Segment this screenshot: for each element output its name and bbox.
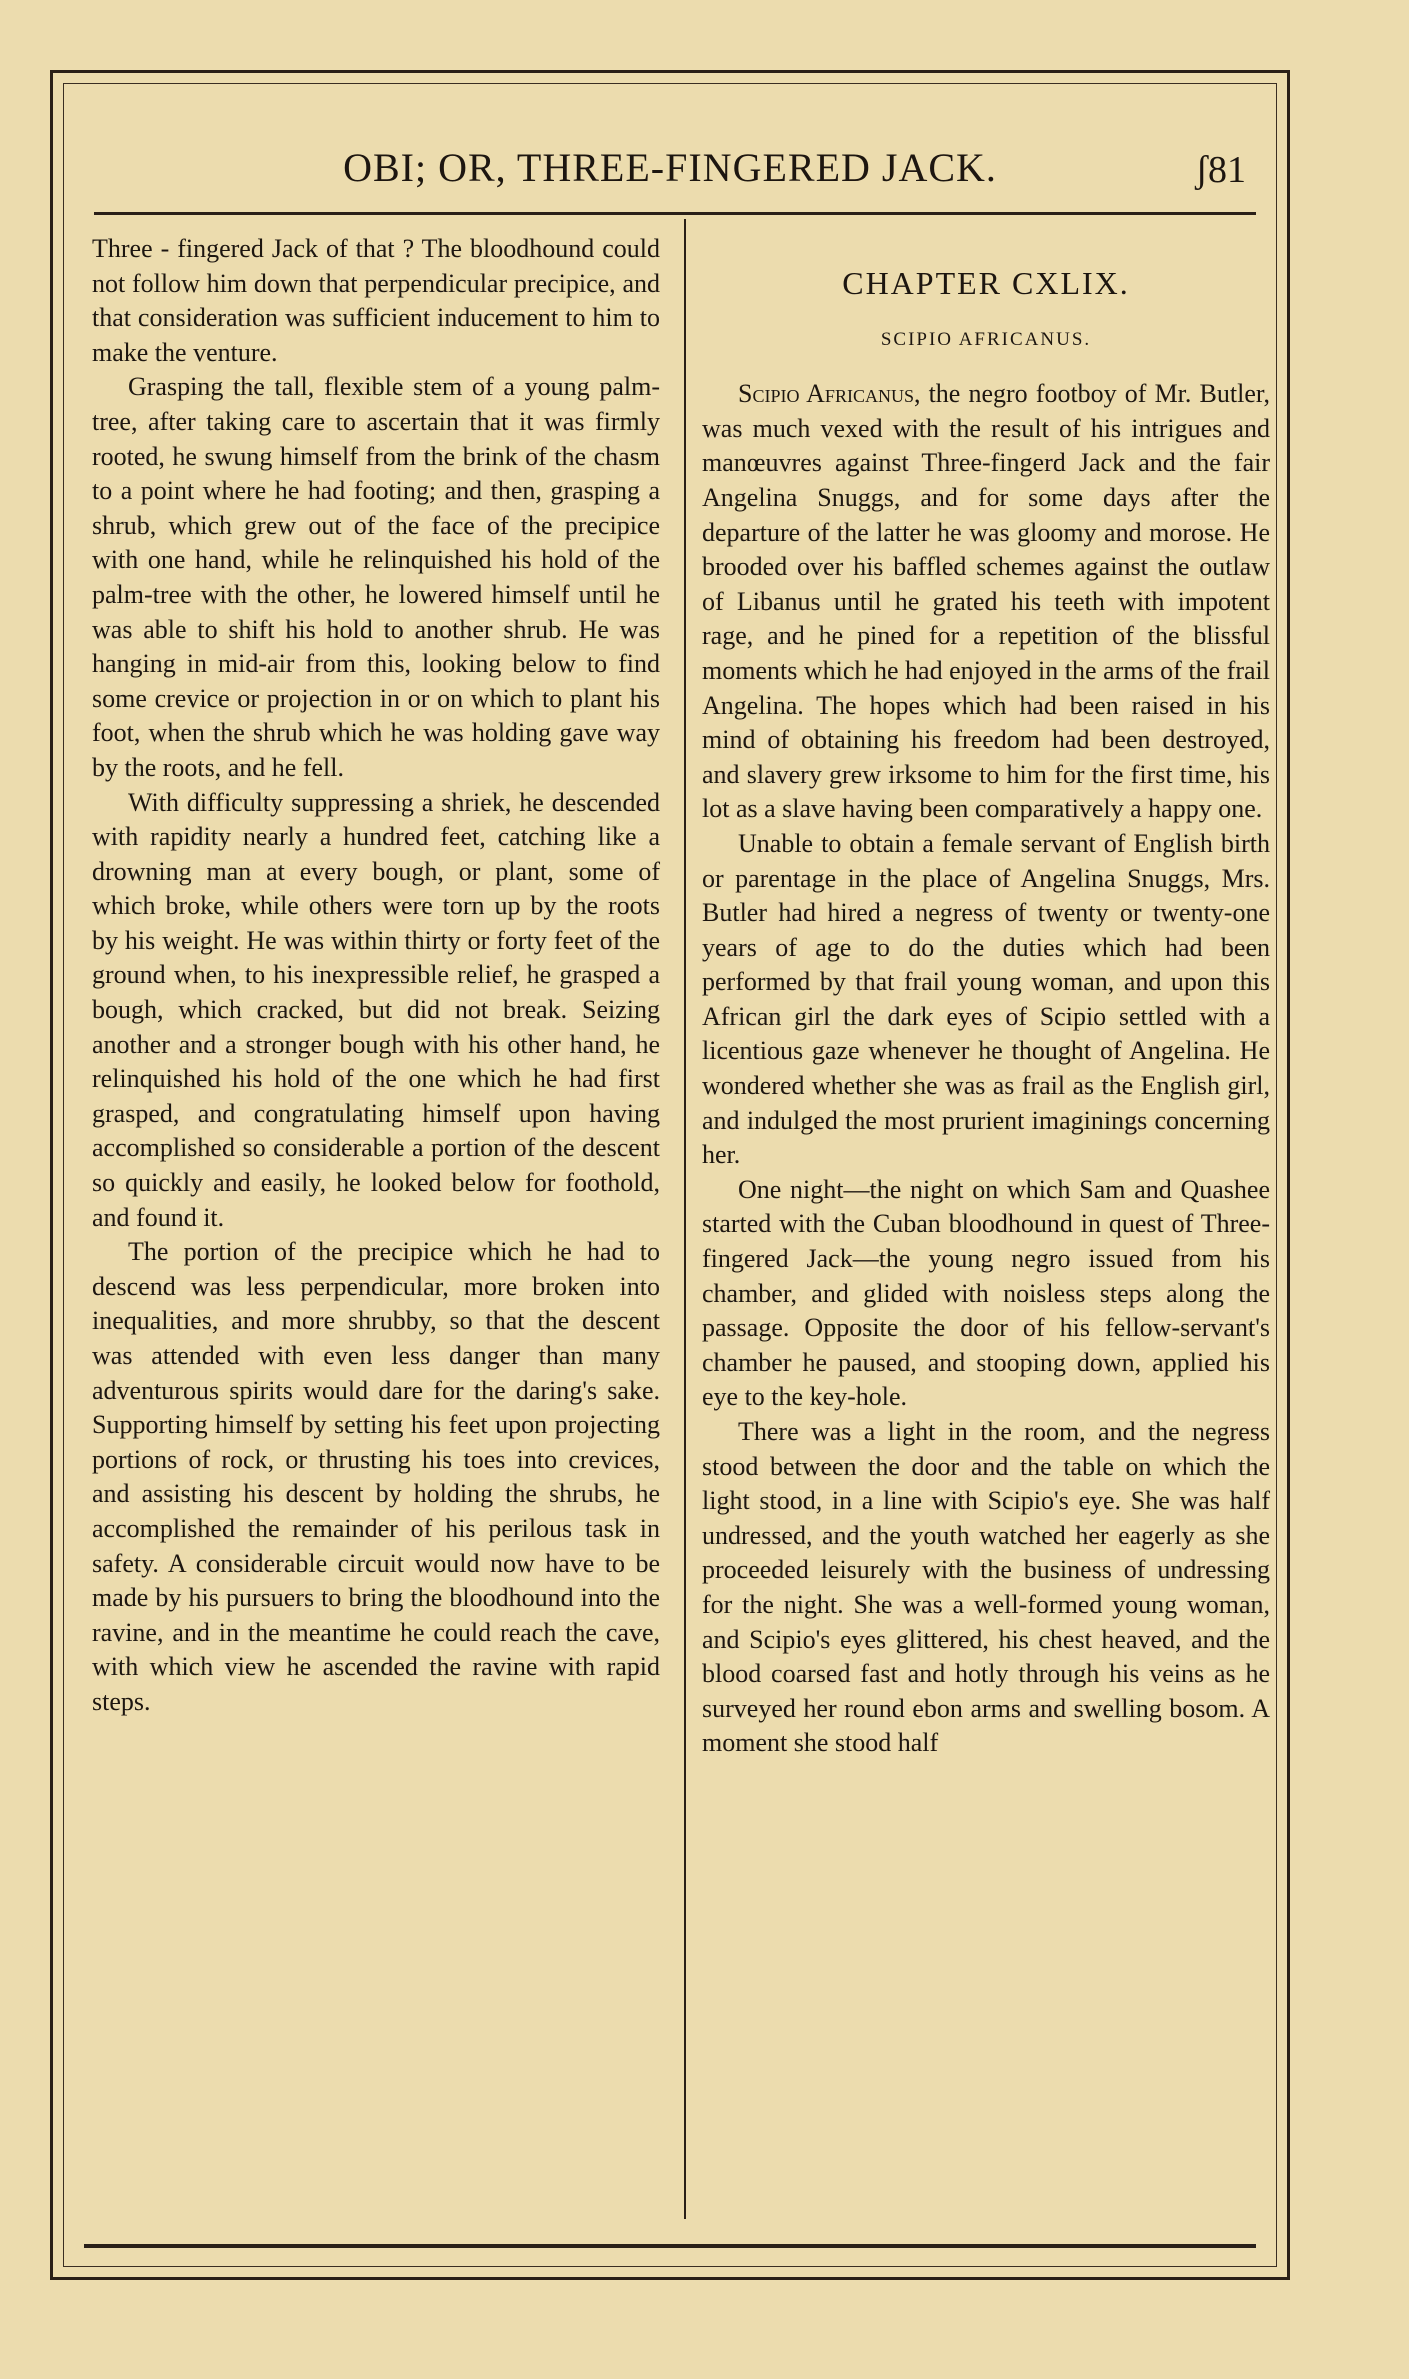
right-column (702, 232, 1270, 1761)
page-frame (50, 70, 1290, 2280)
inner-frame (63, 83, 1277, 2267)
chapter-opening-words: Scipio Africanus, (738, 379, 921, 409)
page-number: ʃ81 (1195, 149, 1246, 191)
left-paragraph-1: Three - fingered Jack of that ? The bloodhound could not follow him down that perpendicular precipice, and that consideration was sufficient inducement to him to make the venture. (92, 234, 660, 367)
right-paragraph-1 (702, 377, 1270, 827)
footer-rule (84, 2244, 1256, 2248)
left-column (92, 232, 660, 1720)
header-rule (94, 212, 1256, 215)
chapter-title: CHAPTER CXLIX. (842, 265, 1130, 301)
right-paragraph-4: There was a light in the room, and the negress stood between the door and the table on which the light stood, in a line with Scipio's eye. She was half undressed, and the youth watched her eagerly as she proceeded leisurely with the business of undressing for the night. She was a well-formed young woman, and Scipio's eyes glittered, his chest heaved, and the blood coarsed fast and hotly through his veins as he surveyed her round ebon arms and swelling bosom. A moment she stood half (702, 1417, 1270, 1758)
running-title: OBI; OR, THREE-FINGERED JACK. (343, 145, 997, 190)
right-paragraph-2: Unable to obtain a female servant of English birth or parentage in the place of Angelina Snuggs, Mrs. Butler had hired a negress of twenty or twenty-one years of age to do the duties which had been performed by that frail young woman, and upon this African girl the dark eyes of Scipio settled with a licentious gaze whenever he thought of Angelina. He wondered whether she was as frail as the English girl, and indulged the most prurient imaginings concerning her. (702, 828, 1270, 1170)
column-divider (684, 219, 686, 2219)
left-paragraph-3: With difficulty suppressing a shriek, he descended with rapidity nearly a hundred feet, catching like a drowning man at every bough, or plant, some of which broke, while others were torn up by the roots by his weight. He was within thirty or forty feet of the ground when, to his inexpressible relief, he grasped a bough, which cracked, but did not break. Seizing another and a stronger bough with his other hand, he relinquished his hold of the one which he had first grasped, and congratulating himself upon having accomplished so considerable a portion of the descent so quickly and easily, he looked below for foothold, and found it. (92, 787, 660, 1232)
left-paragraph-2: Grasping the tall, flexible stem of a young palm-tree, after taking care to ascertain that it was firmly rooted, he swung himself from the brink of the chasm to a point where he had footing; and then, grasping a shrub, which grew out of the face of the precipice with one hand, while he relinquished his hold of the palm-tree with the other, he lowered himself until he was able to shift his hold to another shrub. He was hanging in mid-air from this, looking below to find some crevice or projection in or on which to plant his foot, when the shrub which he was holding gave way by the roots, and he fell. (92, 372, 660, 782)
page-header (64, 134, 1276, 194)
right-paragraph-3: One night—the night on which Sam and Quashee started with the Cuban bloodhound in quest of Three-fingered Jack—the young negro issued from his chamber, and glided with noisless steps along the passage. Opposite the door of his fellow-servant's chamber he paused, and stooping down, applied his eye to the key-hole. (702, 1174, 1270, 1412)
chapter-opening-text: the negro footboy of Mr. Butler, was much vexed with the result of his intrigues and manœuvres against Three-fingerd Jack and the fair Angelina Snuggs, and for some days after the departure of the latter he was gloomy and morose. He brooded over his baffled schemes against the outlaw of Libanus until he grated his teeth with impotent rage, and he pined for a repetition of the blissful moments which he had enjoyed in the arms of the frail Angelina. The hopes which had been raised in his mind of obtaining his freedom had been destroyed, and slavery grew irksome to him for the first time, his lot as a slave having been comparatively a happy one. (702, 379, 1270, 824)
left-paragraph-4: The portion of the precipice which he had to descend was less perpendicular, more broken into inequalities, and more shrubby, so that the descent was attended with even less danger than many adventurous spirits would dare for the daring's sake. Supporting himself by setting his feet upon projecting portions of rock, or thrusting his toes into crevices, and assisting his descent by holding the shrubs, he accomplished the remainder of his perilous task in safety. A considerable circuit would now have to be made by his pursuers to bring the bloodhound into the ravine, and in the meantime he could reach the cave, with which view he ascended the ravine with rapid steps. (92, 1237, 660, 1716)
chapter-subtitle: SCIPIO AFRICANUS. (880, 328, 1092, 350)
